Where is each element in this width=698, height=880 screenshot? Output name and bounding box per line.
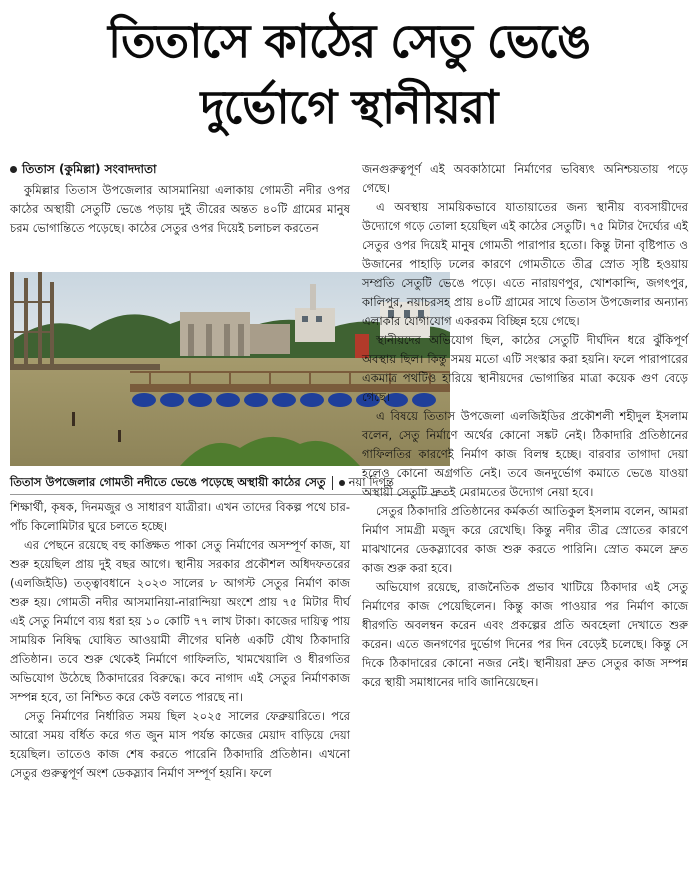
left-column-bottom [10, 498, 350, 783]
headline [0, 8, 698, 140]
byline-text: তিতাস (কুমিল্লা) সংবাদদাতা [22, 162, 157, 176]
paragraph: সেতুর ঠিকাদারি প্রতিষ্ঠানের কর্মকর্তা আতিকুল ইসলাম বলেন, আমরা নির্মাণ সামগ্রী মজুদ করে রেখেছি। কিন্তু নদীর তীব্র স্রোতের কারণে মাঝখানের ডেকস্ল্যাবের কাজ শুরু করতে পারিনি। স্রোত কমলে দ্রুত কাজ শুরু করা হবে। [362, 504, 688, 575]
paragraph: স্থানীয়দের অভিযোগ ছিল, কাঠের সেতুটি দীর্ঘদিন ধরে ঝুঁকিপূর্ণ অবস্থায় ছিল। কিন্তু সময় মতো এটি সংস্কার করা হয়নি। ফলে পারাপারের একমাত্র পথটিও হারিয়ে স্থানীয়দের ভোগান্তির মাত্রা কয়েক গুণ বেড়ে গেছে। [362, 333, 688, 404]
photo-credit-text: নয়া দিগন্ত [348, 474, 394, 489]
paragraph: এ বিষয়ে তিতাস উপজেলা এলজিইডির প্রকৌশলী শহীদুল ইসলাম বলেন, সেতু নির্মাণে অর্থের কোনো সঙ্কট নেই। ঠিকাদারি প্রতিষ্ঠানের গাফিলতির কারণেই নির্মাণ কাজ বিলম্ব হচ্ছে। বারবার তাগাদা দেয়া হলেও কোনো অগ্রগতি নেই। তবে জনদুর্ভোগ কমাতে ভেঙে যাওয়া অস্থায়ী সেতুটি দ্রুতই মেরামতের উদ্যোগ নেয়া হবে। [362, 409, 688, 499]
paragraph: এর পেছনে রয়েছে বহু কাঙ্ক্ষিত পাকা সেতু নির্মাণের অসম্পূর্ণ কাজ, যা শুরু হয়েছিল প্রায় দুই বছর আগে। স্থানীয় সরকার প্রকৌশল অধিদফতরের (এলজিইডি) তত্ত্বাবধানে ২০২৩ সালের ৮ আগস্ট সেতুর নির্মাণ কাজ শুরু হয়। গোমতী নদীর আসমানিয়া-নারান্দিয়া অংশে প্রায় ৭৫ মিটার দীর্ঘ এই সেতু নির্মাণে ব্যয় ধরা হয় ১০ কোটি ৭৭ লাখ টাকা। কাজের দায়িত্ব পায় সাময়িক নিষিদ্ধ ঘোষিত আওয়ামী লীগের ঘনিষ্ঠ একটি যৌথ ঠিকাদারি প্রতিষ্ঠান। তবে শুরু থেকেই নির্মাণে গাফিলতি, খামখেয়ালি ও ধীরগতির অভিযোগ উঠেছে ঠিকাদারের বিরুদ্ধে। কবে নাগাদ এই সেতুর নির্মাণকাজ সম্পন্ন হবে, তা নিশ্চিত করে কেউ বলতে পারছে না। [10, 538, 350, 704]
right-column [362, 160, 688, 692]
left-column-top [10, 160, 350, 238]
bullet-icon [339, 480, 345, 486]
bullet-icon [10, 166, 17, 173]
headline-line-2: দুর্ভোগে স্থানীয়রা [200, 80, 498, 134]
photo-caption: তিতাস উপজেলার গোমতী নদীতে ভেঙে পড়েছে অস্থায়ী কাঠের সেতু [10, 474, 326, 489]
paragraph: জনগুরুত্বপূর্ণ এই অবকাঠামো নির্মাণের ভবিষ্যৎ অনিশ্চয়তায় পড়ে গেছে। [362, 162, 688, 195]
paragraph: সেতু নির্মাণের নির্ধারিত সময় ছিল ২০২৫ সালের ফেব্রুয়ারিতে। পরে আরো সময় বর্ধিত করে গত জুন মাস পর্যন্ত কাজের মেয়াদ বাড়িয়ে দেয়া হয়েছিল। তাতেও কাজ শেষ করতে পারেনি ঠিকাদারি প্রতিষ্ঠান। এখনো সেতুর গুরুত্বপূর্ণ অংশ ডেকস্ল্যাব নির্মাণ সম্পূর্ণ হয়নি। ফলে [10, 709, 350, 780]
caption-divider [332, 476, 333, 490]
paragraph: কুমিল্লার তিতাস উপজেলার আসমানিয়া এলাকায় গোমতী নদীর ওপর কাঠের অস্থায়ী সেতুটি ভেঙে পড়ায় দুই তীরের অন্তত ৪০টি গ্রামের মানুষ চরম ভোগান্তিতে পড়েছে। কাঠের সেতুর ওপর দিয়েই চলাচল করতেন [10, 183, 350, 235]
headline-line-1: তিতাসে কাঠের সেতু ভেঙে [107, 14, 591, 68]
paragraph: এ অবস্থায় সাময়িকভাবে যাতায়াতের জন্য স্থানীয় ব্যবসায়ীদের উদ্যোগে গড়ে তোলা হয়েছিল এই কাঠের সেতুটি। ৭৫ মিটার দৈর্ঘ্যের এই সেতুর ওপর দিয়েই মানুষ গোমতী পারাপার হতো। কিন্তু টানা বৃষ্টিপাত ও উজানের পাহাড়ি ঢলের কারণে গোমতীতে তীব্র স্রোত সৃষ্টি হওয়ায় সম্প্রতি সেতুটি ভেঙে পড়ে। এতে নারায়ণপুর, খোশকান্দি, জগৎপুর, কালিপুর, নয়াচরসহ প্রায় ৪০টি গ্রামের সাথে তিতাস উপজেলার অন্যান্য এলাকার যোগাযোগ একরকম বিচ্ছিন্ন হয়ে গেছে। [362, 200, 688, 328]
paragraph: অভিযোগ রয়েছে, রাজনৈতিক প্রভাব খাটিয়ে ঠিকাদার এই সেতু নির্মাণের কাজ পেয়েছিলেন। কিন্তু কাজ পাওয়ার পর নির্মাণ কাজে ধীরগতি অবলম্বন করেন এবং প্রকল্পের প্রতি অবহেলা দেখাতে শুরু করেন। এতে জনগণের দুর্ভোগ দিনের পর দিন বেড়েই চলেছে। কিন্তু সে দিকে ঠিকাদারের কোনো নজর নেই। স্থানীয়রা দ্রুত সেতুর কাজ সম্পন্ন করে স্থায়ী সমাধানের দাবি জানিয়েছেন। [362, 580, 688, 689]
byline [10, 160, 350, 179]
paragraph: শিক্ষার্থী, কৃষক, দিনমজুর ও সাধারণ যাত্রীরা। এখন তাদের বিকল্প পথে চার-পাঁচ কিলোমিটার ঘুরে চলতে হচ্ছে। [10, 500, 350, 533]
